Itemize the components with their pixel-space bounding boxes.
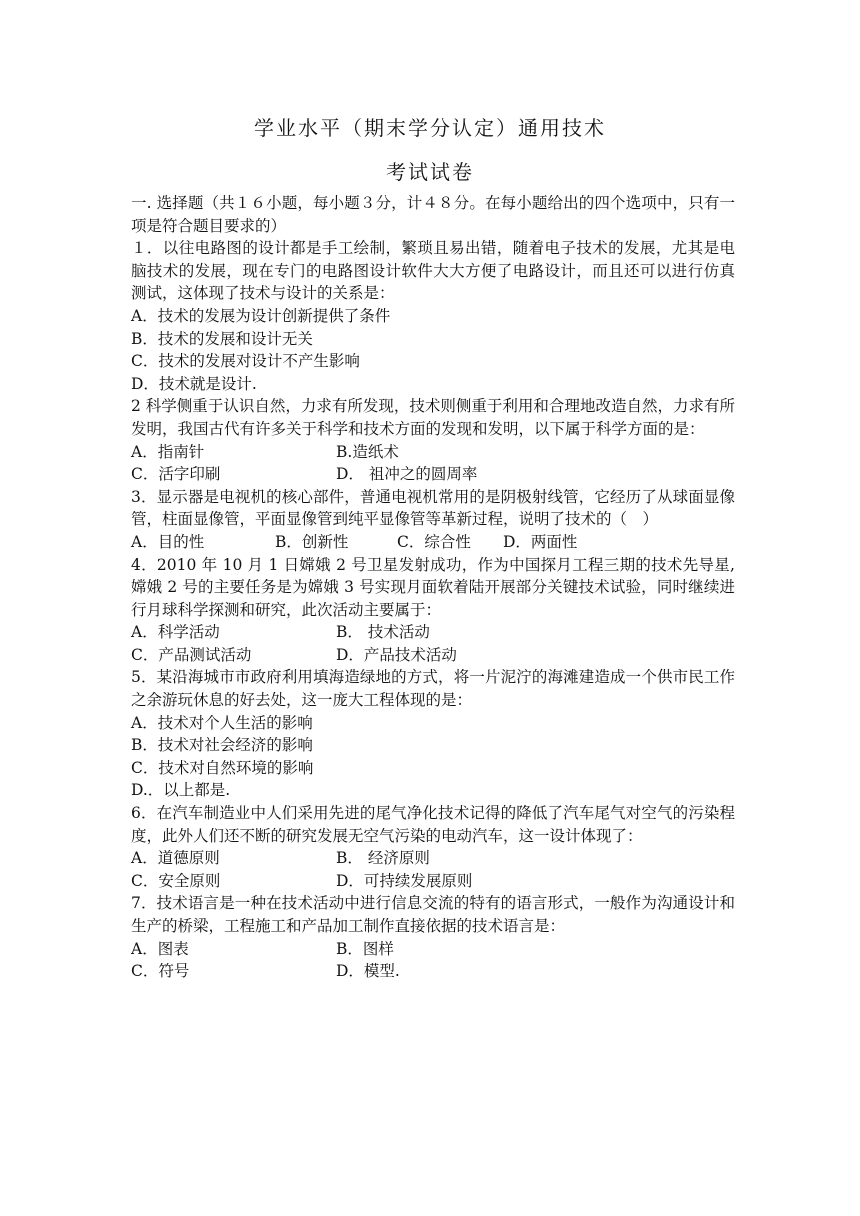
question-4-options-row-1 <box>131 621 735 644</box>
question-7-option-a: A．图表 <box>131 939 189 958</box>
question-4-options-row-2 <box>131 644 735 667</box>
question-2-option-d: D． 祖冲之的圆周率 <box>336 465 478 484</box>
question-1-option-c: C．技术的发展对设计不产生影响 <box>131 352 360 371</box>
exam-body <box>131 192 735 983</box>
question-1-option-b: B．技术的发展和设计无关 <box>131 329 313 348</box>
question-5-option-b: B．技术对社会经济的影响 <box>131 736 313 755</box>
question-3-option-b: B．创新性 <box>275 532 349 551</box>
question-2-options-row-1 <box>131 441 735 464</box>
question-7-option-c: C．符号 <box>131 962 190 981</box>
question-4-option-d: D．产品技术活动 <box>336 645 457 664</box>
question-7-option-d: D．模型. <box>336 962 400 981</box>
question-6-stem: 6．在汽车制造业中人们采用先进的尾气净化技术记得的降低了汽车尾气对空气的污染程度，此外人们还不断的研究发展无空气污染的电动汽车，这一设计体现了： <box>131 804 735 845</box>
question-2-options-row-2 <box>131 463 735 486</box>
question-2-stem: 2 科学侧重于认识自然，力求有所发现，技术则侧重于利用和合理地改造自然，力求有所发明，我国古代有许多关于科学和技术方面的发现和发明，以下属于科学方面的是： <box>131 397 735 438</box>
question-1-option-a: A．技术的发展为设计创新提供了条件 <box>131 306 391 325</box>
question-7-options-row-1 <box>131 938 735 961</box>
question-5-stem: 5．某沿海城市市政府利用填海造绿地的方式，将一片泥泞的海滩建造成一个供市民工作之余游玩休息的好去处，这一庞大工程体现的是： <box>131 668 735 710</box>
exam-subtitle: 考试试卷 <box>386 160 474 184</box>
question-1-option-d: D．技术就是设计. <box>131 374 257 393</box>
question-4-option-a: A．科学活动 <box>131 623 220 642</box>
question-2-option-a: A．指南针 <box>131 442 205 461</box>
question-5-option-c: C．技术对自然环境的影响 <box>131 758 314 777</box>
question-6-option-b: B． 经济原则 <box>336 849 430 868</box>
question-7-option-b: B．图样 <box>336 939 394 958</box>
question-3-option-a: A．目的性 <box>131 532 205 551</box>
exam-title: 学业水平（期末学分认定）通用技术 <box>254 116 606 140</box>
question-2-option-c: C．活字印刷 <box>131 465 221 484</box>
question-6-options-row-2 <box>131 870 735 893</box>
question-3-option-c: C．综合性 <box>397 532 471 551</box>
question-4-option-b: B． 技术活动 <box>336 623 430 642</box>
question-7-stem: 7．技术语言是一种在技术活动中进行信息交流的特有的语言形式，一般作为沟通设计和生产的桥梁，工程施工和产品加工制作直接依据的技术语言是： <box>131 894 735 935</box>
question-6-option-c: C．安全原则 <box>131 871 221 890</box>
section-heading: 一. 选择题（共１６小题，每小题３分，计４８分。在每小题给出的四个选项中，只有一项是符合题目要求的） <box>131 194 735 235</box>
question-3-option-d: D．两面性 <box>503 532 578 551</box>
question-1-stem: １．以往电路图的设计都是手工绘制，繁琐且易出错，随着电子技术的发展，尤其是电脑技术的发展，现在专门的电路图设计软件大大方便了电路设计，而且还可以进行仿真测试，这体现了技术与设计的关系是： <box>131 239 735 303</box>
question-5-option-d: D.．以上都是. <box>131 781 231 800</box>
question-2-option-b: B.造纸术 <box>336 442 399 461</box>
question-4-stem: 4．2010 年 10 月 1 日嫦娥 2 号卫星发射成功，作为中国探月工程三期的技术先导星,嫦娥 2 号的主要任务是为嫦娥 3 号实现月面软着陆开展部分关键技术试验，同时继续进行月球科学探测和研究，此次活动主要属于： <box>131 555 735 619</box>
question-7-options-row-2 <box>131 960 735 983</box>
question-6-option-d: D．可持续发展原则 <box>336 871 473 890</box>
question-4-option-c: C．产品测试活动 <box>131 645 252 664</box>
question-6-options-row-1 <box>131 847 735 870</box>
question-3-stem: 3．显示器是电视机的核心部件，普通电视机常用的是阴极射线管，它经历了从球面显像管，柱面显像管，平面显像管到纯平显像管等革新过程，说明了技术的（ ） <box>131 487 735 529</box>
question-6-option-a: A．道德原则 <box>131 849 220 868</box>
question-5-option-a: A．技术对个人生活的影响 <box>131 713 313 732</box>
question-3-options-row <box>131 531 735 554</box>
